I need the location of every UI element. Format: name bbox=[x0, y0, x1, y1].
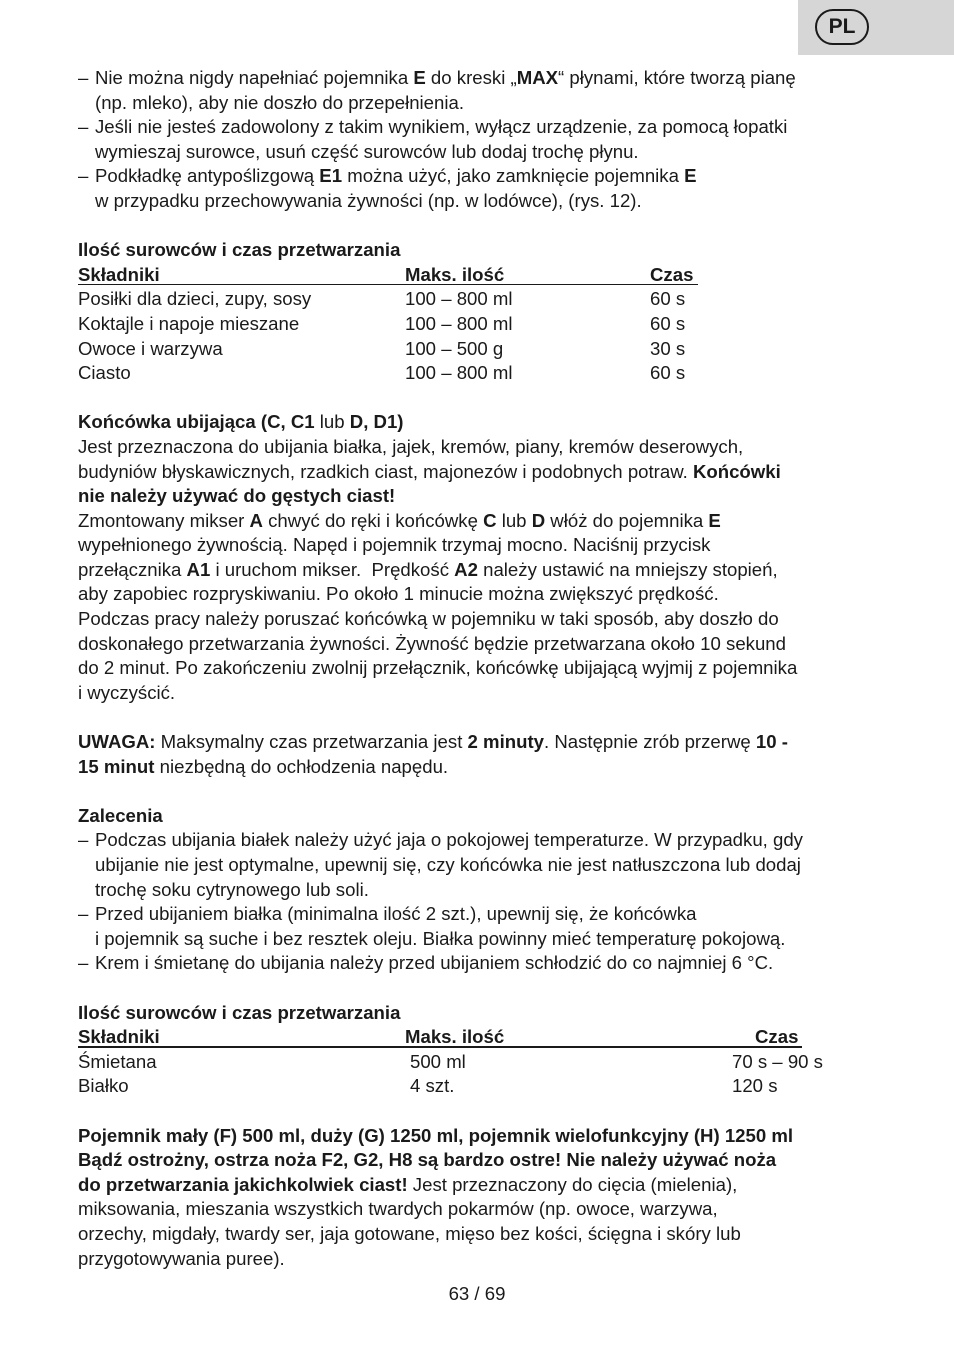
table-cell: 60 s bbox=[650, 288, 686, 310]
table-row bbox=[78, 1050, 878, 1075]
text: niezbędną do ochłodzenia napędu. bbox=[154, 755, 449, 777]
paragraph-line: Podczas pracy należy poruszać końcówką w pojemniku w taki sposób, aby doszło do bbox=[78, 608, 779, 630]
bullet-continuation: (np. mleko), aby nie doszło do przepełnienia. bbox=[95, 91, 464, 113]
language-tab bbox=[798, 0, 954, 55]
label-a1: A1 bbox=[186, 558, 211, 580]
table-title: Ilość surowców i czas przetwarzania bbox=[78, 239, 401, 261]
label-a: A bbox=[249, 509, 263, 531]
column-header: Składniki bbox=[78, 263, 160, 285]
text-bold: Końcówki bbox=[692, 460, 781, 482]
column-header: Składniki bbox=[78, 1026, 160, 1048]
column-header: Czas bbox=[650, 263, 694, 285]
text: budyniów błyskawicznych, rzadkich ciast, majonezów i podobnych potraw. bbox=[78, 460, 693, 482]
column-header: Maks. ilość bbox=[405, 1026, 505, 1048]
warning-line bbox=[78, 755, 878, 780]
bullet-dash: – bbox=[78, 952, 89, 974]
text: przełącznika bbox=[78, 558, 187, 580]
text: i uruchom mikser. Prędkość bbox=[210, 558, 455, 580]
paragraph-line: nie należy używać do gęstych ciast! bbox=[78, 485, 396, 507]
bullet-item bbox=[78, 164, 878, 213]
text: lub bbox=[314, 411, 350, 433]
text: Maksymalny czas przetwarzania jest bbox=[155, 731, 468, 753]
text-bold: 15 minut bbox=[78, 755, 155, 777]
paragraph-line: i wyczyścić. bbox=[78, 681, 176, 703]
page-number: 63 / 69 bbox=[448, 1283, 506, 1304]
bullet-text: Przed ubijaniem białka (minimalna ilość 2 szt.), upewnij się, że końcówka bbox=[95, 903, 697, 925]
paragraph-line: orzechy, migdały, twardy ser, jaja gotowane, mięso bez kości, ścięgna i skóry lub bbox=[78, 1222, 741, 1244]
page-content bbox=[78, 66, 878, 1271]
paragraph-line: Jest przeznaczona do ubijania białka, jajek, kremów, piany, kremów deserowych, bbox=[78, 435, 744, 457]
table-row bbox=[78, 287, 878, 312]
table-cell: 70 s – 90 s bbox=[732, 1050, 823, 1072]
paragraph-line bbox=[78, 1173, 878, 1198]
bullet-continuation: w przypadku przechowywania żywności (np. w lodówce), (rys. 12). bbox=[95, 189, 642, 211]
paragraph-line bbox=[78, 558, 878, 583]
paragraph-line bbox=[78, 460, 878, 485]
text: Końcówka ubijająca (C, C1 bbox=[78, 411, 315, 433]
table-cell: Koktajle i napoje mieszane bbox=[78, 312, 300, 334]
section-title-whisk bbox=[78, 410, 878, 435]
paragraph-line: Bądź ostrożny, ostrza noża F2, G2, H8 są bardzo ostre! Nie należy używać noża bbox=[78, 1149, 777, 1171]
table-cell: Białko bbox=[78, 1075, 129, 1097]
bullet-dash: – bbox=[78, 903, 89, 925]
bullet-dash: – bbox=[78, 165, 89, 187]
text-bold: 10 - bbox=[755, 731, 788, 753]
text: . Następnie zrób przerwę bbox=[544, 731, 756, 753]
table-cell: 60 s bbox=[650, 312, 686, 334]
bullet-dash: – bbox=[78, 116, 89, 138]
text: Podkładkę antypoślizgową bbox=[95, 165, 320, 187]
table-cell: 500 ml bbox=[410, 1050, 466, 1072]
bullet-item bbox=[78, 902, 878, 951]
bullet-item bbox=[78, 828, 878, 902]
bullet-text: Jeśli nie jesteś zadowolony z takim wynikiem, wyłącz urządzenie, za pomocą łopatki bbox=[95, 116, 788, 138]
text-bold: do przetwarzania jakichkolwiek ciast! bbox=[78, 1173, 408, 1195]
bullet-continuation: wymieszaj surowce, usuń część surowców lub dodaj trochę płynu. bbox=[95, 140, 639, 162]
bullet-text: i pojemnik są suche i bez resztek oleju. Białka powinny mieć temperaturę pokojową. bbox=[95, 927, 786, 949]
text: można użyć, jako zamknięcie pojemnika bbox=[342, 165, 685, 187]
label-d: D bbox=[531, 509, 546, 531]
warning-label: UWAGA: bbox=[78, 731, 156, 753]
label-e: E bbox=[413, 67, 426, 88]
table-title: Ilość surowców i czas przetwarzania bbox=[78, 1001, 401, 1023]
table-cell: Śmietana bbox=[78, 1050, 157, 1072]
label-e: E bbox=[708, 509, 721, 531]
label-c: C bbox=[483, 509, 497, 531]
bullet-text: Krem i śmietanę do ubijania należy przed ubijaniem schłodzić do co najmniej 6 °C. bbox=[95, 952, 774, 974]
warning-line bbox=[78, 730, 878, 755]
paragraph-line: wypełnionego żywnością. Napęd i pojemnik trzymaj mocno. Naciśnij przycisk bbox=[78, 534, 711, 556]
column-header: Maks. ilość bbox=[405, 263, 505, 285]
section-title-tips: Zalecenia bbox=[78, 804, 163, 826]
bullet-dash: – bbox=[78, 829, 89, 851]
text: Zmontowany mikser bbox=[78, 509, 250, 531]
bullet-item bbox=[78, 951, 878, 976]
text: do kreski „ bbox=[425, 67, 517, 88]
text-bold: 2 minuty bbox=[467, 731, 545, 753]
table-cell: 120 s bbox=[732, 1075, 778, 1097]
label-a2: A2 bbox=[454, 558, 478, 580]
text: chwyć do ręki i końcówkę bbox=[262, 509, 484, 531]
table-row bbox=[78, 312, 878, 337]
bullet-dash: – bbox=[78, 67, 89, 88]
label-e: E bbox=[684, 165, 697, 187]
table-cell: Posiłki dla dzieci, zupy, sosy bbox=[78, 288, 312, 310]
bullet-text: ubijanie nie jest optymalne, upewnij się, czy końcówka nie jest natłuszczona lub dodaj bbox=[95, 854, 801, 875]
table-cell: Owoce i warzywa bbox=[78, 337, 223, 359]
table-row bbox=[78, 1074, 878, 1099]
label-e1: E1 bbox=[319, 165, 343, 187]
table-header-row bbox=[78, 1025, 878, 1050]
table-cell: 30 s bbox=[650, 337, 686, 359]
bullet-text: trochę soku cytrynowego lub soli. bbox=[95, 878, 369, 900]
text: lub bbox=[496, 509, 532, 531]
table-row bbox=[78, 337, 878, 362]
text: “ płynami, które tworzą pianę bbox=[558, 67, 796, 88]
language-badge: PL bbox=[815, 9, 869, 45]
table-row bbox=[78, 361, 878, 386]
table-header-row bbox=[78, 263, 878, 288]
table-cell: 60 s bbox=[650, 362, 686, 384]
text: Nie można nigdy napełniać pojemnika bbox=[95, 67, 414, 88]
bullet-item bbox=[78, 115, 878, 164]
paragraph-line: przygotowywania puree). bbox=[78, 1247, 285, 1269]
paragraph-line: miksowania, mieszania wszystkich twardych pokarmów (np. owoce, warzywa, bbox=[78, 1198, 718, 1220]
bullet-item bbox=[78, 66, 878, 115]
paragraph-line: doskonałego przetwarzania żywności. Żywność będzie przetwarzana około 10 sekund bbox=[78, 632, 786, 654]
table-cell: 100 – 800 ml bbox=[405, 288, 513, 310]
table-cell: Ciasto bbox=[78, 362, 131, 384]
text: D, D1) bbox=[349, 411, 404, 433]
label-max: MAX bbox=[516, 67, 559, 88]
paragraph-line bbox=[78, 509, 878, 534]
table-cell: 4 szt. bbox=[410, 1075, 455, 1097]
table-cell: 100 – 800 ml bbox=[405, 362, 513, 384]
bullet-text: Podczas ubijania białek należy użyć jaja o pokojowej temperaturze. W przypadku, gdy bbox=[95, 829, 803, 851]
table-cell: 100 – 800 ml bbox=[405, 312, 513, 334]
column-header: Czas bbox=[755, 1026, 799, 1048]
text: należy ustawić na mniejszy stopień, bbox=[477, 558, 778, 580]
paragraph-line: aby zapobiec rozpryskiwaniu. Po około 1 minucie można zwiększyć prędkość. bbox=[78, 583, 719, 605]
paragraph-line: do 2 minut. Po zakończeniu zwolnij przełącznik, końcówkę ubijającą wyjmij z pojemnika bbox=[78, 657, 798, 679]
section-title-containers: Pojemnik mały (F) 500 ml, duży (G) 1250 ml, pojemnik wielofunkcyjny (H) 1250 ml bbox=[78, 1124, 794, 1146]
text: włóż do pojemnika bbox=[545, 509, 709, 531]
text: Jest przeznaczony do cięcia (mielenia), bbox=[407, 1173, 738, 1195]
table-cell: 100 – 500 g bbox=[405, 337, 504, 359]
